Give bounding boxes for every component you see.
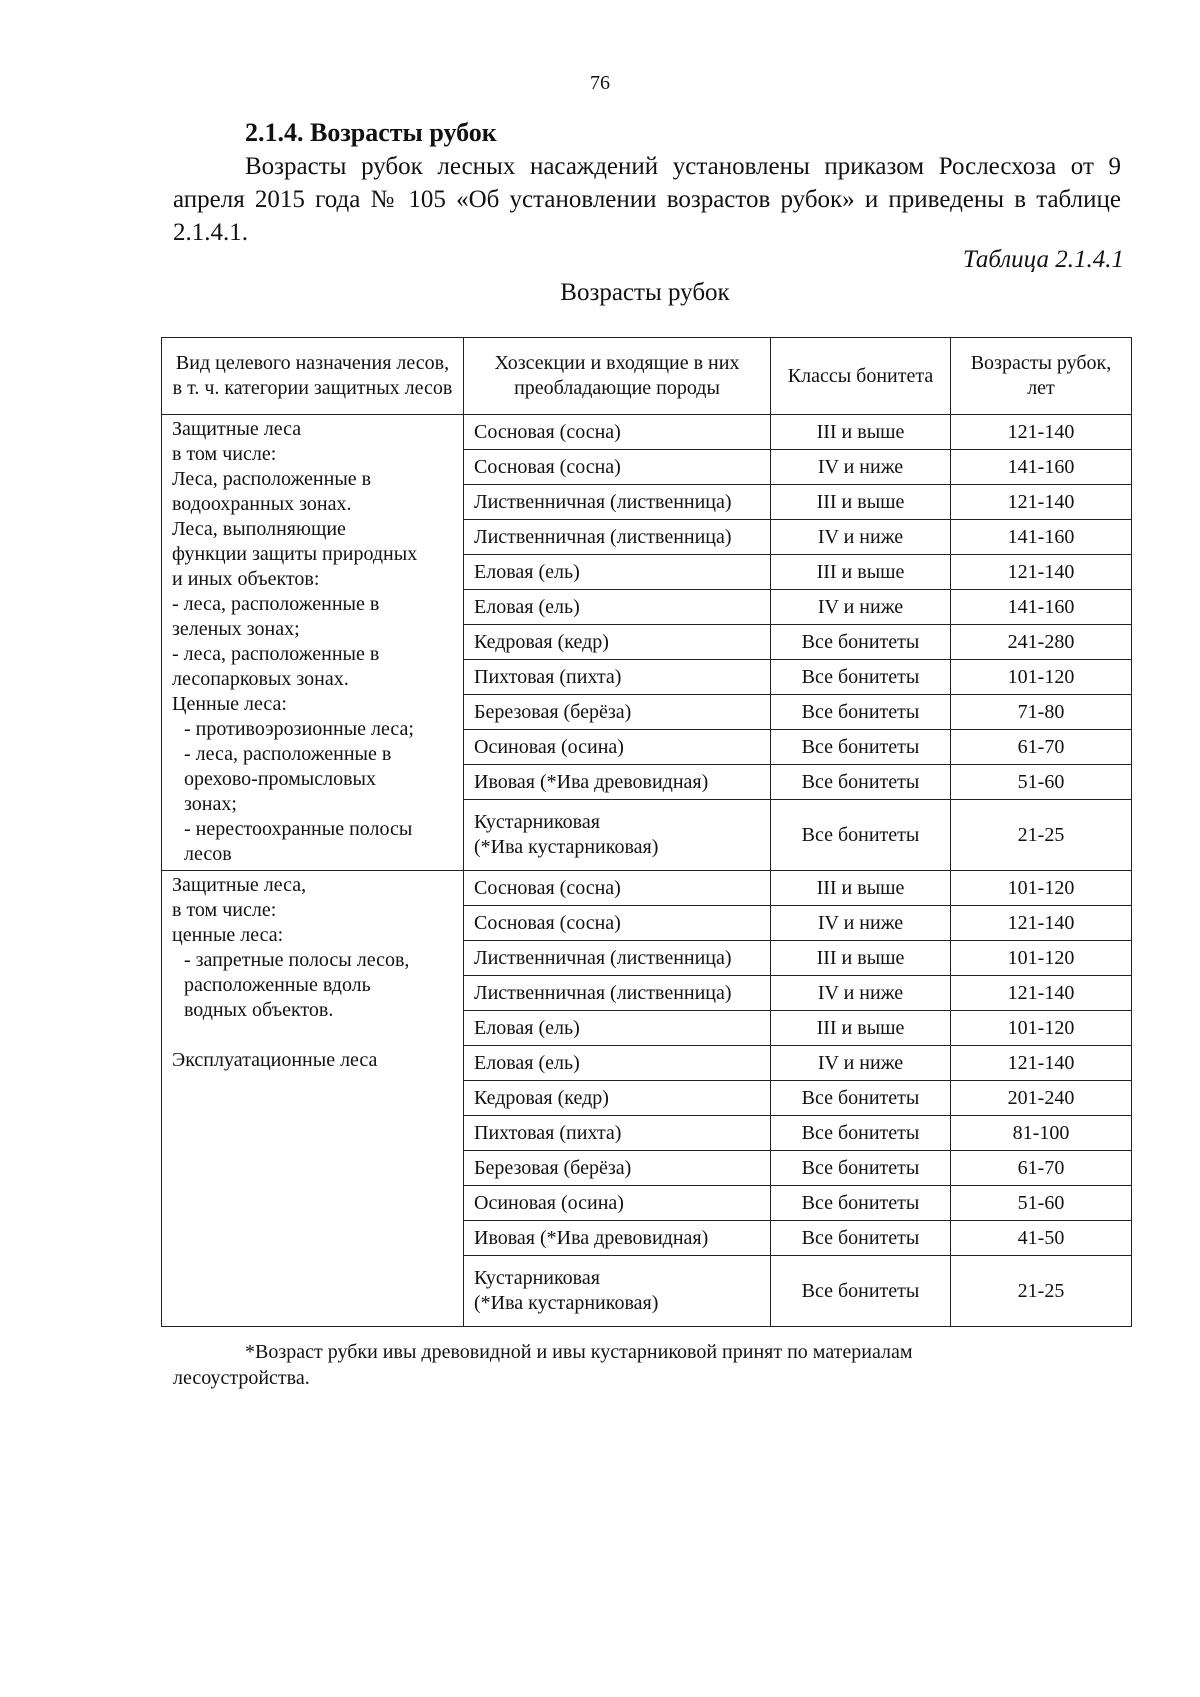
forest-purpose-line: функции защиты природных (172, 543, 418, 565)
forest-purpose-line: - леса, расположенные в (172, 643, 380, 665)
cutting-age-cell: 21-25 (951, 1256, 1132, 1327)
cutting-age-cell: 141-160 (951, 450, 1132, 485)
cutting-age-table (161, 337, 1132, 1327)
forest-purpose-line: Защитные леса, (172, 874, 307, 896)
forest-purpose-line: Эксплуатационные леса (172, 1049, 378, 1071)
cutting-age-cell: 101-120 (951, 660, 1132, 695)
bonitet-class-cell: Все бонитеты (771, 695, 951, 730)
forest-purpose-line: и иных объектов: (172, 568, 320, 590)
breed-cell: Кустарниковая (*Ива кустарниковая) (464, 800, 771, 871)
forest-purpose-line (172, 1023, 453, 1048)
section-heading: 2.1.4. Возрасты рубок (245, 118, 497, 147)
bonitet-class-cell: Все бонитеты (771, 1081, 951, 1116)
breed-cell: Березовая (берёза) (464, 1151, 771, 1186)
header-forest-purpose: Вид целевого назначения лесов, в т. ч. категории защитных лесов (162, 338, 464, 415)
cutting-age-cell: 71-80 (951, 695, 1132, 730)
header-economic-section: Хозсекции и входящие в них преобладающие породы (464, 338, 771, 415)
cutting-age-cell: 141-160 (951, 520, 1132, 555)
breed-cell: Лиственничная (лиственница) (464, 485, 771, 520)
forest-purpose-line: водных объектов. (184, 999, 334, 1021)
cutting-age-cell: 51-60 (951, 1186, 1132, 1221)
forest-purpose-cell (162, 415, 464, 871)
bonitet-class-cell: Все бонитеты (771, 730, 951, 765)
cutting-age-cell: 121-140 (951, 1046, 1132, 1081)
bonitet-class-cell: IV и ниже (771, 450, 951, 485)
bonitet-class-cell: III и выше (771, 871, 951, 906)
forest-purpose-line: зеленых зонах; (172, 618, 300, 640)
table-caption: Возрасты рубок (560, 279, 730, 306)
forest-purpose-line: - нерестоохранные полосы (184, 818, 413, 840)
cutting-age-cell: 41-50 (951, 1221, 1132, 1256)
intro-paragraph (173, 150, 1121, 249)
breed-cell: Кедровая (кедр) (464, 625, 771, 660)
bonitet-class-cell: III и выше (771, 941, 951, 976)
bonitet-class-cell: Все бонитеты (771, 1116, 951, 1151)
cutting-age-cell: 101-120 (951, 871, 1132, 906)
cutting-age-cell: 121-140 (951, 906, 1132, 941)
bonitet-class-cell: IV и ниже (771, 590, 951, 625)
forest-purpose-line: расположенные вдоль (184, 974, 371, 996)
table-body (162, 415, 1132, 1327)
footnote (173, 1339, 1133, 1391)
breed-cell: Кедровая (кедр) (464, 1081, 771, 1116)
forest-purpose-line: - леса, расположенные в (184, 743, 392, 765)
forest-purpose-line: Леса, расположенные в (172, 468, 372, 490)
cutting-age-cell: 121-140 (951, 485, 1132, 520)
forest-purpose-line: в том числе: (172, 443, 277, 465)
intro-text: Возрасты рубок лесных насаждений установлены приказом Рослесхоза от 9 апреля 2015 года № 105 «Об установлении возрастов рубок» и приведены в таблице 2.1.4.1. (173, 153, 1121, 246)
breed-cell: Пихтовая (пихта) (464, 660, 771, 695)
breed-cell: Лиственничная (лиственница) (464, 520, 771, 555)
forest-purpose-line: лесопарковых зонах. (172, 668, 349, 690)
breed-cell: Березовая (берёза) (464, 695, 771, 730)
breed-cell: Ивовая (*Ива древовидная) (464, 1221, 771, 1256)
breed-cell: Сосновая (сосна) (464, 450, 771, 485)
breed-cell: Лиственничная (лиственница) (464, 941, 771, 976)
bonitet-class-cell: Все бонитеты (771, 765, 951, 800)
forest-purpose-line: орехово-промысловых (184, 768, 376, 790)
breed-cell: Сосновая (сосна) (464, 871, 771, 906)
breed-cell: Пихтовая (пихта) (464, 1116, 771, 1151)
cutting-age-cell: 61-70 (951, 1151, 1132, 1186)
bonitet-class-cell: IV и ниже (771, 906, 951, 941)
table-header-row (162, 338, 1132, 415)
breed-cell: Лиственничная (лиственница) (464, 976, 771, 1011)
breed-cell: Еловая (ель) (464, 1011, 771, 1046)
forest-purpose-line: - запретные полосы лесов, (184, 949, 410, 971)
cutting-age-cell: 141-160 (951, 590, 1132, 625)
breed-cell: Ивовая (*Ива древовидная) (464, 765, 771, 800)
bonitet-class-cell: Все бонитеты (771, 800, 951, 871)
bonitet-class-cell: Все бонитеты (771, 1186, 951, 1221)
breed-cell: Сосновая (сосна) (464, 415, 771, 450)
cutting-age-cell: 101-120 (951, 941, 1132, 976)
forest-purpose-line: в том числе: (172, 899, 277, 921)
cutting-age-cell: 241-280 (951, 625, 1132, 660)
cutting-age-cell: 51-60 (951, 765, 1132, 800)
bonitet-class-cell: Все бонитеты (771, 625, 951, 660)
breed-cell: Сосновая (сосна) (464, 906, 771, 941)
bonitet-class-cell: IV и ниже (771, 976, 951, 1011)
cutting-age-cell: 21-25 (951, 800, 1132, 871)
bonitet-class-cell: III и выше (771, 555, 951, 590)
bonitet-class-cell: IV и ниже (771, 1046, 951, 1081)
cutting-age-cell: 121-140 (951, 976, 1132, 1011)
cutting-age-cell: 121-140 (951, 555, 1132, 590)
bonitet-class-cell: Все бонитеты (771, 1256, 951, 1327)
footnote-line-1: *Возраст рубки ивы древовидной и ивы кустарниковой принят по материалам (245, 1341, 913, 1363)
table-row (162, 415, 1132, 450)
cutting-age-cell: 61-70 (951, 730, 1132, 765)
forest-purpose-line: лесов (184, 843, 232, 865)
cutting-age-cell: 201-240 (951, 1081, 1132, 1116)
header-bonitet-class: Классы бонитета (771, 338, 951, 415)
breed-cell: Осиновая (осина) (464, 730, 771, 765)
forest-purpose-line: Защитные леса (172, 418, 302, 440)
forest-purpose-line: - леса, расположенные в (172, 593, 380, 615)
breed-cell: Еловая (ель) (464, 1046, 771, 1081)
bonitet-class-cell: III и выше (771, 1011, 951, 1046)
breed-cell: Еловая (ель) (464, 590, 771, 625)
cutting-age-cell: 81-100 (951, 1116, 1132, 1151)
table-label: Таблица 2.1.4.1 (962, 246, 1124, 273)
forest-purpose-line: - противоэрозионные леса; (184, 718, 414, 740)
bonitet-class-cell: III и выше (771, 415, 951, 450)
page-number: 76 (590, 72, 610, 94)
forest-purpose-line: водоохранных зонах. (172, 493, 352, 515)
bonitet-class-cell: Все бонитеты (771, 1151, 951, 1186)
bonitet-class-cell: Все бонитеты (771, 660, 951, 695)
table-row (162, 871, 1132, 906)
forest-purpose-line: Леса, выполняющие (172, 518, 346, 540)
bonitet-class-cell: III и выше (771, 485, 951, 520)
forest-purpose-cell (162, 871, 464, 1327)
footnote-line-2: лесоустройства. (173, 1367, 310, 1389)
forest-purpose-line: ценные леса: (172, 924, 284, 946)
breed-cell: Осиновая (осина) (464, 1186, 771, 1221)
bonitet-class-cell: IV и ниже (771, 520, 951, 555)
forest-purpose-line: зонах; (184, 793, 237, 815)
header-cutting-age: Возрасты рубок, лет (951, 338, 1132, 415)
cutting-age-cell: 101-120 (951, 1011, 1132, 1046)
breed-cell: Кустарниковая (*Ива кустарниковая) (464, 1256, 771, 1327)
bonitet-class-cell: Все бонитеты (771, 1221, 951, 1256)
cutting-age-cell: 121-140 (951, 415, 1132, 450)
breed-cell: Еловая (ель) (464, 555, 771, 590)
forest-purpose-line: Ценные леса: (172, 693, 287, 715)
